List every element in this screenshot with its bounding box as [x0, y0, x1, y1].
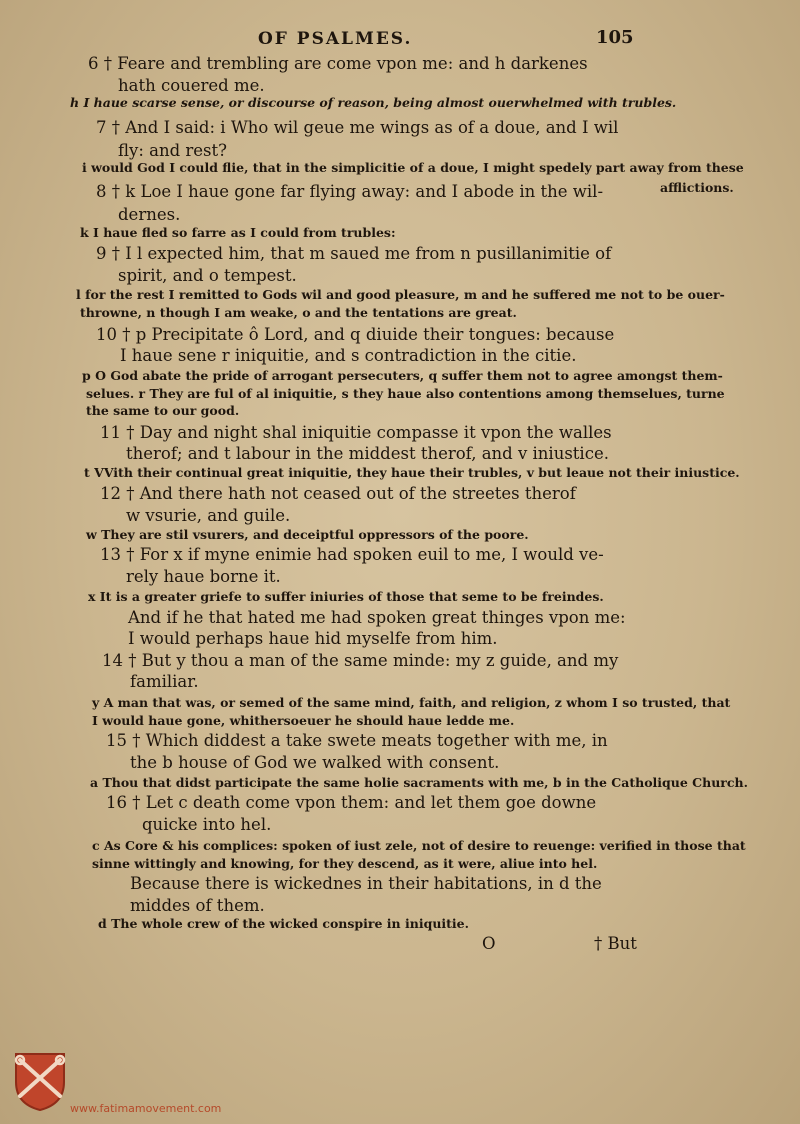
verse-line: fly: and rest?	[118, 141, 227, 160]
annotation-line: y A man that was, or semed of the same mind, faith, and religion, z whom I so trusted, that	[92, 695, 731, 710]
verse-line: the b house of God we walked with consent.	[130, 753, 500, 772]
catchword: † But	[594, 934, 637, 953]
verse-line: 10 † p Precipitate ô Lord, and q diuide their tongues: because	[96, 325, 615, 344]
verse-line: familiar.	[130, 672, 199, 691]
verse-line: I would perhaps haue hid myselfe from him.	[128, 629, 498, 648]
annotation-line: I would haue gone, whithersoeuer he should haue ledde me.	[92, 713, 515, 728]
verse-line: therof; and t labour in the middest therof, and v iniustice.	[126, 444, 609, 463]
annotation-line: sinne wittingly and knowing, for they descend, as it were, aliue into hel.	[92, 856, 598, 871]
verse-line: 8 † k Loe I haue gone far flying away: and I abode in the wil-	[96, 182, 604, 201]
verse-line: 7 † And I said: i Who wil geue me wings as of a doue, and I wil	[96, 118, 619, 137]
annotation-line: throwne, n though I am weake, o and the tentations are great.	[80, 305, 517, 320]
verse-line: 15 † Which diddest a take swete meats together with me, in	[106, 731, 608, 750]
verse-line: quicke into hel.	[142, 815, 272, 834]
watermark-link[interactable]: www.fatimamovement.com	[70, 1102, 222, 1115]
annotation-line: a Thou that didst participate the same holie sacraments with me, b in the Catholique Church.	[90, 775, 748, 790]
annotation-line: c As Core & his complices: spoken of iust zele, not of desire to reuenge: verified in those that	[92, 838, 746, 853]
page-number: 105	[596, 27, 634, 48]
verse-line: middes of them.	[130, 896, 265, 915]
annotation-line: l for the rest I remitted to Gods wil and good pleasure, m and he suffered me not to be ouer-	[76, 287, 725, 302]
verse-line: 12 † And there hath not ceased out of the streetes therof	[100, 484, 576, 503]
annotation-line: the same to our good.	[86, 403, 240, 418]
catchword-letter: O	[482, 934, 496, 953]
papal-seal-icon	[12, 1052, 68, 1112]
verse-line: 6 † Feare and trembling are come vpon me: and h darkenes	[88, 54, 588, 73]
annotation-line: t VVith their continual great iniquitie, they haue their trubles, v but leaue not their iniustice.	[84, 465, 740, 480]
annotation-line: h I haue scarse sense, or discourse of reason, being almost ouerwhelmed with trubles.	[70, 95, 677, 110]
annotation-line: k I haue fled so farre as I could from trubles:	[80, 225, 396, 240]
annotation-line: x It is a greater griefe to suffer iniuries of those that seme to be freindes.	[88, 589, 604, 604]
running-header: OF PSALMES.	[258, 29, 413, 49]
verse-line: I haue sene r iniquitie, and s contradiction in the citie.	[120, 346, 577, 365]
annotation-line: i would God I could flie, that in the simplicitie of a doue, I might spedely part away from these	[82, 160, 744, 175]
verse-line: hath couered me.	[118, 76, 265, 95]
annotation-line: p O God abate the pride of arrogant persecuters, q suffer them not to agree amongst them-	[82, 368, 723, 383]
annotation-line: w They are stil vsurers, and deceiptful oppressors of the poore.	[86, 527, 529, 542]
verse-line: w vsurie, and guile.	[126, 506, 291, 525]
verse-line: 16 † Let c death come vpon them: and let them goe downe	[106, 793, 597, 812]
verse-line: 9 † I l expected him, that m saued me from n pusillanimitie of	[96, 244, 612, 263]
annotation-line: selues. r They are ful of al iniquitie, s they haue also contentions among themselues, turne	[86, 386, 725, 401]
verse-line: And if he that hated me had spoken great thinges vpon me:	[128, 608, 626, 627]
verse-line: dernes.	[118, 205, 181, 224]
annotation-line: afflictions.	[660, 180, 734, 195]
verse-line: Because there is wickednes in their habitations, in d the	[130, 874, 602, 893]
verse-line: 14 † But y thou a man of the same minde: my z guide, and my	[102, 651, 619, 670]
verse-line: rely haue borne it.	[126, 567, 281, 586]
annotation-line: d The whole crew of the wicked conspire in iniquitie.	[98, 916, 469, 931]
verse-line: 11 † Day and night shal iniquitie compasse it vpon the walles	[100, 423, 612, 442]
verse-line: 13 † For x if myne enimie had spoken euil to me, I would ve-	[100, 545, 604, 564]
verse-line: spirit, and o tempest.	[118, 266, 297, 285]
